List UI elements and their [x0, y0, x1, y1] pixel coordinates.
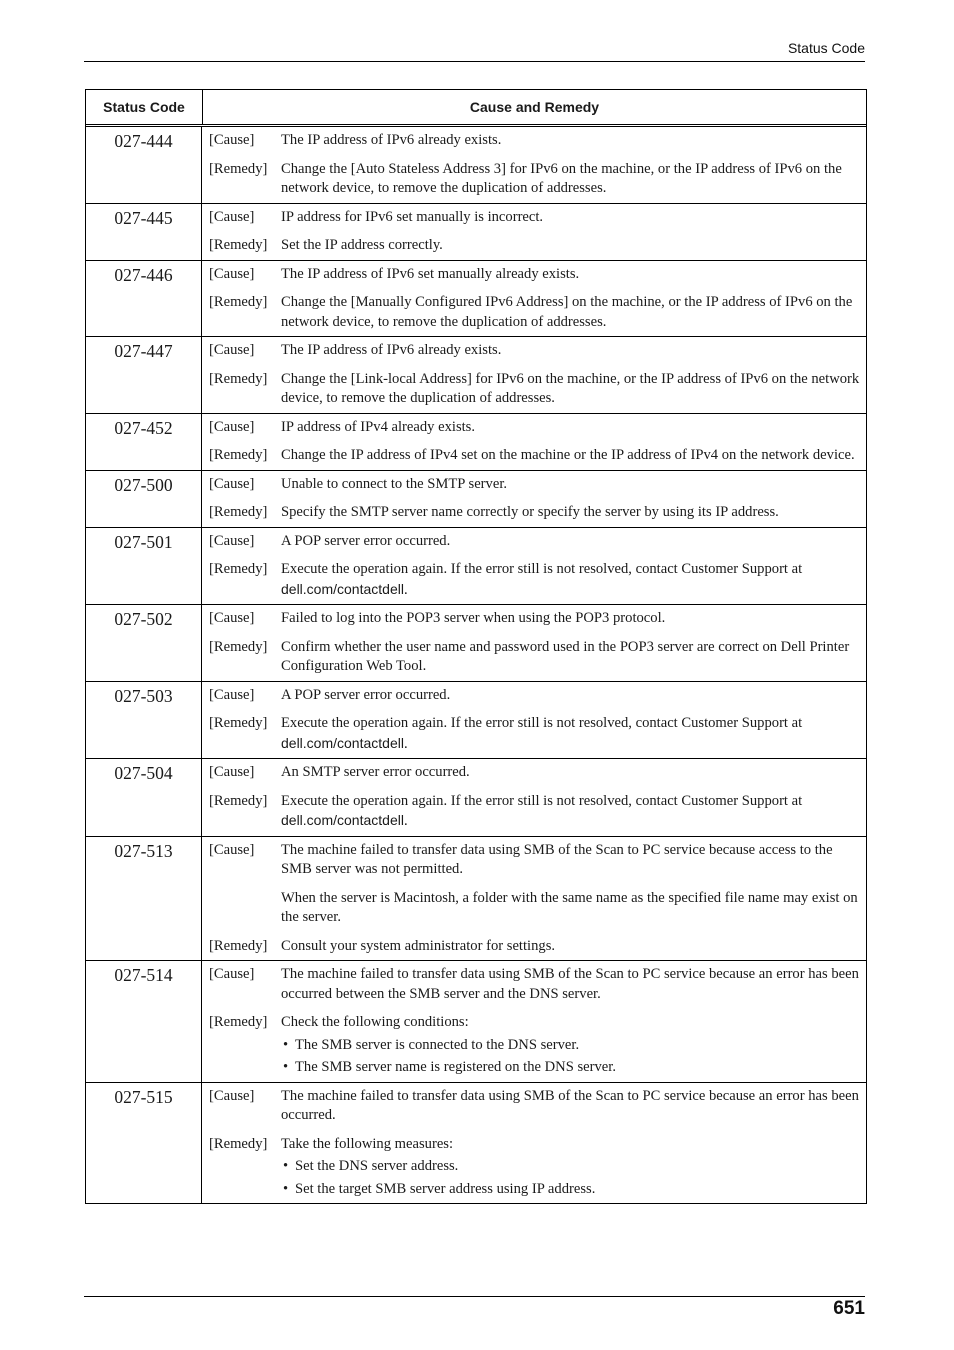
cause-entry — [209, 686, 860, 706]
table-row — [86, 127, 866, 203]
status-code-cell: 027-504 — [86, 759, 202, 836]
cause-entry — [209, 418, 860, 438]
table-row — [86, 470, 866, 527]
status-code-cell: 027-444 — [86, 127, 202, 203]
list-item: • The SMB server is connected to the DNS server. — [281, 1036, 860, 1056]
remedy-text — [281, 1013, 860, 1078]
remedy-paragraph — [281, 937, 860, 957]
remedy-tag: [Remedy] — [209, 504, 268, 520]
remedy-entry — [209, 160, 860, 199]
cause-text — [281, 841, 860, 928]
remedy-tag: [Remedy] — [209, 792, 268, 809]
remedy-sentence: Change the [Auto Stateless Address 3] for IPv6 on the machine, or the IP address of IPv6 on the network device, to remove the duplication of addresses. — [281, 160, 842, 196]
cause-text — [281, 609, 860, 629]
cause-paragraph: IP address of IPv4 already exists. — [281, 418, 476, 435]
cause-tag: [Cause] — [209, 418, 255, 435]
table-row — [86, 604, 866, 681]
cause-remedy-cell — [202, 605, 866, 681]
cause-tag: [Cause] — [209, 841, 255, 858]
cause-tag: [Cause] — [209, 686, 255, 703]
table-row — [86, 836, 866, 961]
support-link[interactable]: dell.com/contactdell — [281, 812, 404, 828]
remedy-tag: [Remedy] — [209, 237, 268, 253]
remedy-sentence: Execute the operation again. If the error still is not resolved, contact Customer Support at — [281, 792, 803, 809]
remedy-text — [281, 560, 860, 600]
cause-paragraph: Unable to connect to the SMTP server. — [281, 475, 508, 492]
cause-text — [281, 418, 860, 438]
cause-tag: [Cause] — [209, 966, 255, 982]
remedy-text — [281, 714, 860, 754]
cause-text — [281, 265, 860, 285]
column-header-cause-and-remedy: Cause and Remedy — [469, 99, 600, 115]
support-link[interactable]: dell.com/contactdell — [281, 580, 404, 597]
status-code-cell: 027-447 — [86, 337, 202, 413]
remedy-entry — [209, 293, 860, 332]
remedy-text — [281, 236, 860, 256]
remedy-text — [281, 160, 860, 199]
remedy-sentence: Take the following measures: — [281, 1135, 454, 1152]
cause-entry — [209, 265, 860, 285]
cause-text — [281, 1087, 860, 1126]
cause-paragraph: The IP address of IPv6 already exists. — [281, 132, 502, 148]
table-row — [86, 203, 866, 260]
cause-text — [281, 208, 860, 228]
remedy-paragraph — [281, 1135, 860, 1155]
remedy-entry — [209, 792, 860, 832]
cause-entry — [209, 475, 860, 495]
table-row — [86, 1082, 866, 1204]
cause-paragraph: The machine failed to transfer data using SMB of the Scan to PC service because access to the SMB server was not permitted. — [281, 841, 833, 877]
cause-remedy-cell — [202, 528, 866, 605]
cause-text — [281, 131, 860, 151]
remedy-tag: [Remedy] — [209, 1135, 268, 1152]
cause-tag: [Cause] — [209, 764, 255, 780]
list-item: • Set the DNS server address. — [281, 1157, 860, 1177]
cause-entry — [209, 131, 860, 151]
cause-paragraph: An SMTP server error occurred. — [281, 764, 470, 780]
cause-tag: [Cause] — [209, 1087, 255, 1104]
cause-remedy-cell — [202, 759, 866, 836]
cause-tag: [Cause] — [209, 475, 255, 492]
column-header-status-code: Status Code — [86, 90, 203, 124]
remedy-tag: [Remedy] — [209, 294, 268, 310]
cause-tag: [Cause] — [209, 342, 255, 358]
status-code-cell: 027-500 — [86, 471, 202, 527]
remedy-text — [281, 293, 860, 332]
status-code-cell: 027-502 — [86, 605, 202, 681]
cause-paragraph: IP address for IPv6 set manually is incorrect. — [281, 208, 544, 225]
footer-divider — [84, 1296, 865, 1297]
remedy-sentence: Change the [Manually Configured IPv6 Address] on the machine, or the IP address of IPv6 on the network device, to remove the duplication of addresses. — [281, 294, 853, 330]
list-item: • Set the target SMB server address using IP address. — [281, 1180, 860, 1200]
status-code-cell: 027-452 — [86, 414, 202, 470]
cause-paragraph: The IP address of IPv6 already exists. — [281, 342, 502, 358]
cause-tag: [Cause] — [209, 610, 255, 626]
remedy-entry — [209, 370, 860, 409]
table-row — [86, 527, 866, 605]
cause-text — [281, 341, 860, 361]
cause-text — [281, 763, 860, 783]
cause-paragraph: Failed to log into the POP3 server when using the POP3 protocol. — [281, 610, 666, 626]
cause-remedy-cell — [202, 337, 866, 413]
remedy-paragraph — [281, 446, 860, 466]
cause-paragraph: The IP address of IPv6 set manually already exists. — [281, 265, 580, 282]
table-row — [86, 413, 866, 470]
table-row — [86, 758, 866, 836]
cause-tag: [Cause] — [209, 265, 255, 282]
remedy-text — [281, 792, 860, 832]
cause-paragraph: A POP server error occurred. — [281, 532, 451, 549]
cause-tag: [Cause] — [209, 208, 255, 225]
cause-paragraph: When the server is Macintosh, a folder with the same name as the specified file name may exist on the server. — [281, 889, 858, 925]
remedy-sentence: Check the following conditions: — [281, 1014, 469, 1030]
remedy-entry — [209, 714, 860, 754]
table-row — [86, 681, 866, 759]
cause-paragraph: A POP server error occurred. — [281, 686, 451, 703]
remedy-tag: [Remedy] — [209, 370, 268, 387]
remedy-entry — [209, 236, 860, 256]
cause-entry — [209, 841, 860, 928]
remedy-text — [281, 446, 860, 466]
remedy-tag: [Remedy] — [209, 1014, 268, 1030]
cause-entry — [209, 532, 860, 552]
cause-remedy-cell — [202, 261, 866, 337]
remedy-tag: [Remedy] — [209, 160, 268, 177]
table-row — [86, 960, 866, 1082]
cause-entry — [209, 208, 860, 228]
remedy-paragraph — [281, 503, 860, 523]
status-code-table — [85, 89, 867, 1204]
status-code-cell: 027-446 — [86, 261, 202, 337]
remedy-paragraph — [281, 370, 860, 409]
remedy-bullet-list — [281, 1036, 860, 1078]
remedy-sentence: Confirm whether the user name and password used in the POP3 server are correct on Dell Printer Configuration Web Tool. — [281, 638, 850, 674]
remedy-sentence: Set the IP address correctly. — [281, 237, 443, 253]
cause-paragraph: The machine failed to transfer data using SMB of the Scan to PC service because an error has been occurred between the SMB server and the DNS server. — [281, 966, 859, 1002]
remedy-sentence: Execute the operation again. If the error still is not resolved, contact Customer Support at — [281, 561, 803, 577]
remedy-paragraph — [281, 1013, 860, 1033]
remedy-tag: [Remedy] — [209, 447, 268, 463]
remedy-entry — [209, 1013, 860, 1078]
remedy-sentence: Execute the operation again. If the error still is not resolved, contact Customer Support at — [281, 715, 803, 731]
table-row — [86, 336, 866, 413]
support-link[interactable]: dell.com/contactdell — [281, 734, 404, 751]
cause-entry — [209, 609, 860, 629]
remedy-paragraph — [281, 160, 860, 199]
status-code-cell: 027-513 — [86, 837, 202, 961]
remedy-text — [281, 937, 860, 957]
remedy-entry — [209, 560, 860, 600]
cause-remedy-cell — [202, 471, 866, 527]
cause-remedy-cell — [202, 414, 866, 470]
cause-text — [281, 965, 860, 1004]
table-body — [86, 127, 866, 1203]
cause-text — [281, 686, 860, 706]
cause-remedy-cell — [202, 961, 866, 1082]
cause-text — [281, 475, 860, 495]
remedy-sentence: Specify the SMTP server name correctly or specify the server by using its IP address. — [281, 504, 779, 520]
remedy-text — [281, 503, 860, 523]
status-code-cell: 027-514 — [86, 961, 202, 1082]
remedy-tag: [Remedy] — [209, 561, 268, 577]
remedy-paragraph: Execute the operation again. If the error still is not resolved, contact Customer Support at dell.com/contactdell. — [281, 561, 803, 598]
running-header-title: Status Code — [787, 40, 865, 56]
page-number: 651 — [833, 1298, 865, 1319]
remedy-entry — [209, 446, 860, 466]
remedy-paragraph — [281, 638, 860, 677]
status-code-cell: 027-503 — [86, 682, 202, 759]
remedy-entry — [209, 638, 860, 677]
remedy-paragraph: Execute the operation again. If the error still is not resolved, contact Customer Support at dell.com/contactdell. — [281, 715, 803, 752]
header-divider — [84, 61, 865, 62]
remedy-entry — [209, 1135, 860, 1200]
remedy-entry — [209, 503, 860, 523]
cause-entry — [209, 341, 860, 361]
remedy-text — [281, 1135, 860, 1200]
remedy-bullet-list — [281, 1157, 860, 1199]
status-code-cell: 027-501 — [86, 528, 202, 605]
cause-entry — [209, 965, 860, 1004]
remedy-paragraph — [281, 293, 860, 332]
table-header-row — [86, 90, 866, 127]
remedy-sentence: Change the IP address of IPv4 set on the machine or the IP address of IPv4 on the network device. — [281, 447, 855, 463]
list-item: • The SMB server name is registered on the DNS server. — [281, 1058, 860, 1078]
remedy-sentence: Consult your system administrator for settings. — [281, 937, 556, 954]
cause-tag: [Cause] — [209, 132, 255, 148]
cause-text — [281, 532, 860, 552]
remedy-tag: [Remedy] — [209, 715, 268, 731]
remedy-sentence: Change the [Link-local Address] for IPv6 on the machine, or the IP address of IPv6 on the network device, to remove the duplication of addresses. — [281, 370, 860, 406]
remedy-text — [281, 638, 860, 677]
cause-remedy-cell — [202, 204, 866, 260]
remedy-tag: [Remedy] — [209, 937, 268, 954]
cause-remedy-cell — [202, 1083, 866, 1204]
remedy-entry — [209, 937, 860, 957]
cause-remedy-cell — [202, 837, 866, 961]
cause-entry — [209, 1087, 860, 1126]
remedy-paragraph: Execute the operation again. If the error still is not resolved, contact Customer Support at dell.com/contactdell. — [281, 792, 803, 829]
cause-entry — [209, 763, 860, 783]
cause-paragraph: The machine failed to transfer data using SMB of the Scan to PC service because an error has been occurred. — [281, 1087, 859, 1123]
status-code-cell: 027-445 — [86, 204, 202, 260]
cause-tag: [Cause] — [209, 532, 255, 549]
cause-remedy-cell — [202, 682, 866, 759]
table-row — [86, 260, 866, 337]
remedy-paragraph — [281, 236, 860, 256]
remedy-tag: [Remedy] — [209, 638, 268, 655]
cause-remedy-cell — [202, 127, 866, 203]
status-code-cell: 027-515 — [86, 1083, 202, 1204]
remedy-text — [281, 370, 860, 409]
